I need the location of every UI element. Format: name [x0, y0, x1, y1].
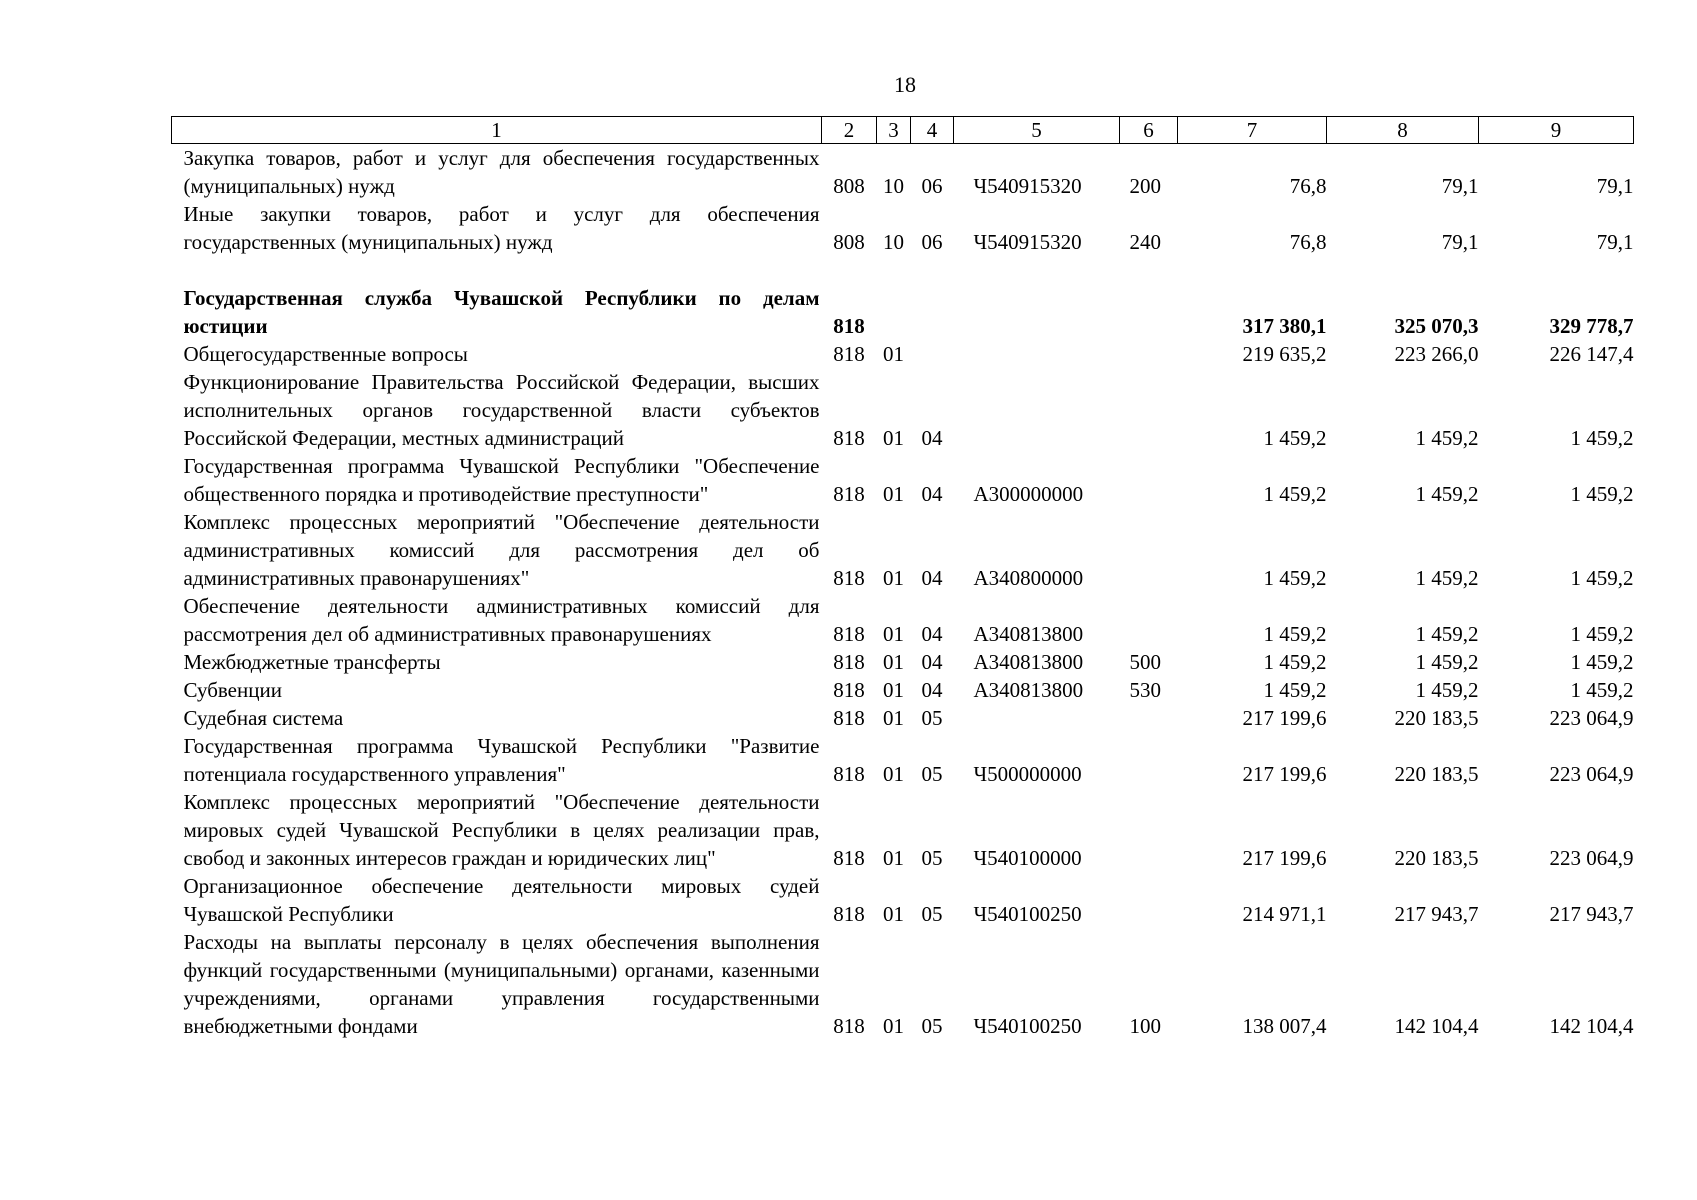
cell-c5: А340813800	[973, 622, 1084, 646]
cell-c7: 317 380,1	[1242, 314, 1327, 338]
cell-c6	[1120, 452, 1178, 508]
cell-c6: 530	[1129, 678, 1161, 702]
cell-c5: Ч540915320	[973, 230, 1082, 254]
cell-c2: 818	[833, 678, 865, 702]
cell-c8: 1 459,2	[1415, 622, 1479, 646]
column-header: 9	[1479, 117, 1634, 144]
cell-c3: 01	[883, 342, 904, 366]
column-header: 1	[172, 117, 822, 144]
cell-c5: Ч540915320	[973, 174, 1082, 198]
cell-c2: 818	[833, 706, 865, 730]
table-row	[172, 368, 1634, 452]
cell-c2: 818	[833, 650, 865, 674]
cell-c2: 808	[833, 174, 865, 198]
cell-c8: 220 183,5	[1394, 762, 1479, 786]
cell-c7: 217 199,6	[1242, 762, 1327, 786]
row-name: Межбюджетные трансферты	[183, 650, 441, 674]
cell-c3: 10	[883, 230, 904, 254]
cell-c9: 1 459,2	[1570, 622, 1634, 646]
cell-c6	[1120, 704, 1178, 732]
cell-c4: 04	[921, 650, 943, 674]
cell-c6: 240	[1129, 230, 1161, 254]
cell-c9: 226 147,4	[1549, 342, 1634, 366]
column-header: 6	[1120, 117, 1178, 144]
cell-c9: 223 064,9	[1549, 706, 1634, 730]
table-row	[172, 284, 1634, 340]
cell-c3: 01	[883, 902, 904, 926]
cell-c2: 818	[833, 482, 865, 506]
cell-c9: 223 064,9	[1549, 846, 1634, 870]
cell-c2: 818	[833, 426, 865, 450]
cell-c7: 1 459,2	[1263, 426, 1327, 450]
table-row	[172, 872, 1634, 928]
cell-c3: 01	[883, 678, 904, 702]
cell-c5	[954, 368, 1120, 452]
cell-c4: 06	[921, 230, 943, 254]
cell-c8: 142 104,4	[1394, 1014, 1479, 1038]
cell-c7: 217 199,6	[1242, 846, 1327, 870]
cell-c7: 1 459,2	[1263, 566, 1327, 590]
row-name: Субвенции	[183, 678, 282, 702]
cell-c7: 138 007,4	[1242, 1014, 1327, 1038]
cell-c3: 01	[883, 846, 904, 870]
row-name: Государственная программа Чувашской Республики "Развитие потенциала государственного управления"	[183, 734, 820, 786]
cell-c9: 217 943,7	[1549, 902, 1634, 926]
cell-c6: 200	[1129, 174, 1161, 198]
table-row	[172, 648, 1634, 676]
page-number: 18	[894, 72, 916, 97]
cell-c4: 05	[921, 902, 943, 926]
row-name: Государственная служба Чувашской Республики по делам юстиции	[183, 286, 820, 338]
cell-c7: 1 459,2	[1263, 678, 1327, 702]
cell-c6	[1120, 732, 1178, 788]
cell-c8: 1 459,2	[1415, 482, 1479, 506]
cell-c7: 1 459,2	[1263, 482, 1327, 506]
cell-c7: 217 199,6	[1242, 706, 1327, 730]
cell-c8: 220 183,5	[1394, 846, 1479, 870]
cell-c2: 818	[833, 314, 865, 338]
header-row	[172, 117, 1634, 144]
cell-c8: 1 459,2	[1415, 650, 1479, 674]
cell-c6: 100	[1129, 1014, 1161, 1038]
row-name: Общегосударственные вопросы	[183, 342, 468, 366]
budget-table	[171, 116, 1634, 1040]
cell-c9: 79,1	[1596, 174, 1634, 198]
table-row	[172, 732, 1634, 788]
cell-c9: 1 459,2	[1570, 426, 1634, 450]
cell-c7: 1 459,2	[1263, 650, 1327, 674]
row-name: Комплекс процессных мероприятий "Обеспечение деятельности административных комиссий для рассмотрения дел об административных правонарушениях"	[183, 510, 820, 590]
cell-c2: 818	[833, 342, 865, 366]
cell-c7: 214 971,1	[1242, 902, 1327, 926]
cell-c8: 1 459,2	[1415, 566, 1479, 590]
cell-c9: 1 459,2	[1570, 566, 1634, 590]
cell-c5	[954, 284, 1120, 340]
table-row	[172, 452, 1634, 508]
cell-c3: 01	[883, 566, 904, 590]
column-header: 4	[911, 117, 954, 144]
cell-c5: Ч540100250	[973, 902, 1082, 926]
cell-c3: 01	[883, 650, 904, 674]
row-name: Комплекс процессных мероприятий "Обеспечение деятельности мировых судей Чувашской Республики в целях реализации прав, свобод и законных интересов граждан и юридических лиц"	[183, 790, 820, 870]
cell-c5: А340800000	[973, 566, 1084, 590]
cell-c7: 76,8	[1289, 174, 1327, 198]
column-header: 2	[822, 117, 877, 144]
cell-c9: 1 459,2	[1570, 650, 1634, 674]
cell-c5: А340813800	[973, 650, 1084, 674]
row-name: Функционирование Правительства Российской Федерации, высших исполнительных органов государственной власти субъектов Российской Федерации, местных администраций	[183, 370, 820, 450]
cell-c5	[954, 340, 1120, 368]
cell-c4: 04	[921, 566, 943, 590]
cell-c4: 05	[921, 706, 943, 730]
table-row	[172, 592, 1634, 648]
cell-c5: Ч500000000	[973, 762, 1082, 786]
cell-c3: 01	[883, 482, 904, 506]
cell-c9: 329 778,7	[1549, 314, 1634, 338]
cell-c6	[1120, 872, 1178, 928]
cell-c2: 818	[833, 902, 865, 926]
table-row	[172, 676, 1634, 704]
cell-c8: 217 943,7	[1394, 902, 1479, 926]
row-name: Закупка товаров, работ и услуг для обеспечения государственных (муниципальных) нужд	[183, 146, 820, 198]
cell-c4: 04	[921, 426, 943, 450]
cell-c2: 818	[833, 1014, 865, 1038]
cell-c5: А340813800	[973, 678, 1084, 702]
cell-c4: 04	[921, 482, 943, 506]
table-row	[172, 788, 1634, 872]
column-header: 7	[1178, 117, 1327, 144]
cell-c2: 818	[833, 622, 865, 646]
cell-c2: 818	[833, 566, 865, 590]
cell-c8: 220 183,5	[1394, 706, 1479, 730]
cell-c2: 808	[833, 230, 865, 254]
cell-c7: 1 459,2	[1263, 622, 1327, 646]
spacer-row	[172, 256, 1634, 284]
cell-c4: 04	[921, 622, 943, 646]
cell-c8: 223 266,0	[1394, 342, 1479, 366]
column-header: 8	[1327, 117, 1479, 144]
cell-c7: 76,8	[1289, 230, 1327, 254]
cell-c6: 500	[1129, 650, 1161, 674]
column-header: 3	[877, 117, 911, 144]
row-name: Судебная система	[183, 706, 344, 730]
cell-c8: 1 459,2	[1415, 678, 1479, 702]
table-row	[172, 704, 1634, 732]
cell-c9: 223 064,9	[1549, 762, 1634, 786]
cell-c5: Ч540100250	[973, 1014, 1082, 1038]
cell-c5: Ч540100000	[973, 846, 1082, 870]
cell-c4: 05	[921, 846, 943, 870]
cell-c7: 219 635,2	[1242, 342, 1327, 366]
cell-c4: 06	[921, 174, 943, 198]
cell-c4: 05	[921, 762, 943, 786]
cell-c9: 79,1	[1596, 230, 1634, 254]
cell-c8: 79,1	[1441, 174, 1479, 198]
cell-c8: 79,1	[1441, 230, 1479, 254]
cell-c3: 01	[883, 1014, 904, 1038]
cell-c5: А300000000	[973, 482, 1084, 506]
table-row	[172, 200, 1634, 256]
cell-c4: 05	[921, 1014, 943, 1038]
cell-c9: 1 459,2	[1570, 482, 1634, 506]
row-name: Иные закупки товаров, работ и услуг для обеспечения государственных (муниципальных) нужд	[183, 202, 820, 254]
cell-c5	[954, 704, 1120, 732]
cell-c9: 1 459,2	[1570, 678, 1634, 702]
table-row	[172, 928, 1634, 1040]
cell-c4	[911, 340, 954, 368]
cell-c3	[877, 284, 911, 340]
column-header: 5	[954, 117, 1120, 144]
table-row	[172, 144, 1634, 201]
cell-c8: 325 070,3	[1394, 314, 1479, 338]
cell-c6	[1120, 592, 1178, 648]
cell-c3: 10	[883, 174, 904, 198]
cell-c6	[1120, 788, 1178, 872]
table-row	[172, 340, 1634, 368]
row-name: Обеспечение деятельности административных комиссий для рассмотрения дел об административных правонарушениях	[183, 594, 820, 646]
row-name: Расходы на выплаты персоналу в целях обеспечения выполнения функций государственными (муниципальными) органами, казенными учреждениями, органами управления государственными внебюджетными фондами	[183, 930, 820, 1038]
table-row	[172, 508, 1634, 592]
cell-c4: 04	[921, 678, 943, 702]
cell-c9: 142 104,4	[1549, 1014, 1634, 1038]
cell-c6	[1120, 340, 1178, 368]
cell-c8: 1 459,2	[1415, 426, 1479, 450]
cell-c3: 01	[883, 622, 904, 646]
cell-c4	[911, 284, 954, 340]
cell-c6	[1120, 284, 1178, 340]
cell-c2: 818	[833, 762, 865, 786]
cell-c3: 01	[883, 706, 904, 730]
row-name: Государственная программа Чувашской Республики "Обеспечение общественного порядка и противодействие преступности"	[183, 454, 820, 506]
row-name: Организационное обеспечение деятельности мировых судей Чувашской Республики	[183, 874, 820, 926]
cell-c2: 818	[833, 846, 865, 870]
cell-c6	[1120, 508, 1178, 592]
cell-c3: 01	[883, 426, 904, 450]
cell-c6	[1120, 368, 1178, 452]
cell-c3: 01	[883, 762, 904, 786]
